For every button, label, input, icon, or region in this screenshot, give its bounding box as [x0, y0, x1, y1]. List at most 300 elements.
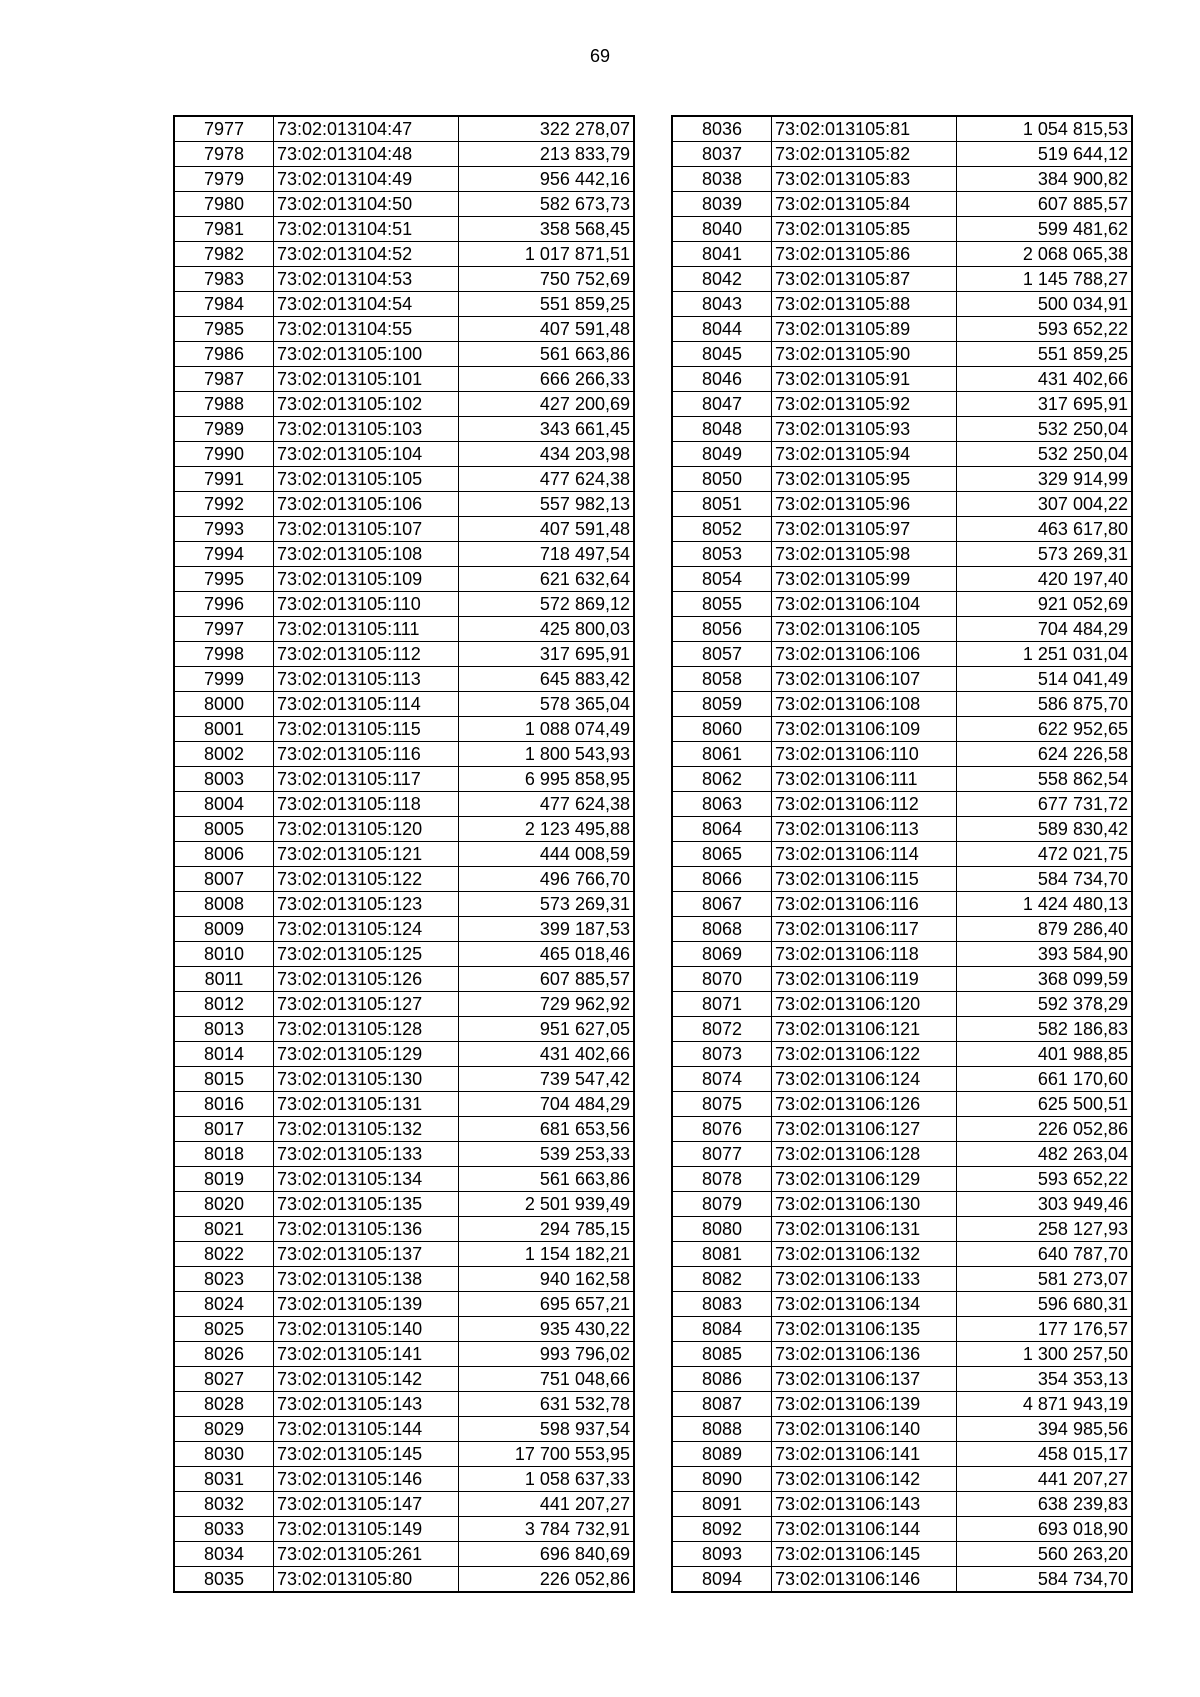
row-number: 8053 [672, 542, 772, 567]
row-number: 8025 [174, 1317, 274, 1342]
row-number: 7992 [174, 492, 274, 517]
cadastral-value: 539 253,33 [459, 1142, 635, 1167]
cadastral-number: 73:02:013105:133 [274, 1142, 459, 1167]
cadastral-number: 73:02:013105:118 [274, 792, 459, 817]
cadastral-number: 73:02:013106:126 [772, 1092, 957, 1117]
cadastral-value: 1 800 543,93 [459, 742, 635, 767]
table-row [174, 1192, 634, 1217]
table-row [174, 517, 634, 542]
table-row [174, 1417, 634, 1442]
cadastral-number: 73:02:013105:92 [772, 392, 957, 417]
cadastral-number: 73:02:013105:113 [274, 667, 459, 692]
table-row [672, 767, 1132, 792]
row-number: 8059 [672, 692, 772, 717]
row-number: 8004 [174, 792, 274, 817]
table-row [174, 392, 634, 417]
table-row [174, 1492, 634, 1517]
table-row [672, 1517, 1132, 1542]
row-number: 8044 [672, 317, 772, 342]
table-row [174, 192, 634, 217]
cadastral-number: 73:02:013105:140 [274, 1317, 459, 1342]
cadastral-value: 681 653,56 [459, 1117, 635, 1142]
cadastral-value: 593 652,22 [957, 1167, 1133, 1192]
cadastral-value: 593 652,22 [957, 317, 1133, 342]
table-row [174, 1517, 634, 1542]
cadastral-value: 751 048,66 [459, 1367, 635, 1392]
table-row [672, 542, 1132, 567]
cadastral-value: 407 591,48 [459, 317, 635, 342]
cadastral-value: 739 547,42 [459, 1067, 635, 1092]
row-number: 7978 [174, 142, 274, 167]
cadastral-value: 607 885,57 [957, 192, 1133, 217]
cadastral-number: 73:02:013105:147 [274, 1492, 459, 1517]
cadastral-value: 661 170,60 [957, 1067, 1133, 1092]
cadastral-number: 73:02:013105:105 [274, 467, 459, 492]
row-number: 8079 [672, 1192, 772, 1217]
table-row [672, 1142, 1132, 1167]
cadastral-value: 496 766,70 [459, 867, 635, 892]
cadastral-number: 73:02:013106:145 [772, 1542, 957, 1567]
table-row [672, 967, 1132, 992]
row-number: 7996 [174, 592, 274, 617]
row-number: 8071 [672, 992, 772, 1017]
cadastral-value: 622 952,65 [957, 717, 1133, 742]
cadastral-number: 73:02:013105:93 [772, 417, 957, 442]
row-number: 8060 [672, 717, 772, 742]
row-number: 8084 [672, 1317, 772, 1342]
cadastral-number: 73:02:013106:132 [772, 1242, 957, 1267]
cadastral-number: 73:02:013106:107 [772, 667, 957, 692]
row-number: 7981 [174, 217, 274, 242]
table-row [672, 1267, 1132, 1292]
table-row [672, 742, 1132, 767]
cadastral-number: 73:02:013105:138 [274, 1267, 459, 1292]
row-number: 8076 [672, 1117, 772, 1142]
cadastral-value: 584 734,70 [957, 867, 1133, 892]
cadastral-number: 73:02:013105:120 [274, 817, 459, 842]
table-row [672, 1492, 1132, 1517]
cadastral-value: 343 661,45 [459, 417, 635, 442]
cadastral-value: 477 624,38 [459, 467, 635, 492]
cadastral-value: 572 869,12 [459, 592, 635, 617]
table-row [672, 1242, 1132, 1267]
row-number: 8081 [672, 1242, 772, 1267]
cadastral-value: 431 402,66 [957, 367, 1133, 392]
cadastral-value: 586 875,70 [957, 692, 1133, 717]
table-row [174, 217, 634, 242]
cadastral-number: 73:02:013105:123 [274, 892, 459, 917]
row-number: 8002 [174, 742, 274, 767]
cadastral-value: 368 099,59 [957, 967, 1133, 992]
cadastral-number: 73:02:013105:88 [772, 292, 957, 317]
table-row [174, 717, 634, 742]
cadastral-value: 2 501 939,49 [459, 1192, 635, 1217]
cadastral-value: 6 995 858,95 [459, 767, 635, 792]
table-row [672, 192, 1132, 217]
row-number: 8001 [174, 717, 274, 742]
registry-table-left [173, 115, 635, 1593]
row-number: 8043 [672, 292, 772, 317]
cadastral-number: 73:02:013105:130 [274, 1067, 459, 1092]
row-number: 8030 [174, 1442, 274, 1467]
cadastral-number: 73:02:013105:127 [274, 992, 459, 1017]
cadastral-number: 73:02:013106:112 [772, 792, 957, 817]
cadastral-value: 561 663,86 [459, 342, 635, 367]
cadastral-number: 73:02:013106:104 [772, 592, 957, 617]
table-row [672, 842, 1132, 867]
row-number: 8047 [672, 392, 772, 417]
cadastral-value: 956 442,16 [459, 167, 635, 192]
row-number: 8008 [174, 892, 274, 917]
cadastral-value: 420 197,40 [957, 567, 1133, 592]
row-number: 8073 [672, 1042, 772, 1067]
cadastral-number: 73:02:013105:116 [274, 742, 459, 767]
cadastral-number: 73:02:013105:149 [274, 1517, 459, 1542]
row-number: 7995 [174, 567, 274, 592]
row-number: 8091 [672, 1492, 772, 1517]
cadastral-number: 73:02:013105:81 [772, 116, 957, 142]
cadastral-value: 441 207,27 [459, 1492, 635, 1517]
cadastral-number: 73:02:013105:137 [274, 1242, 459, 1267]
table-row [672, 1467, 1132, 1492]
row-number: 8038 [672, 167, 772, 192]
row-number: 8061 [672, 742, 772, 767]
row-number: 7997 [174, 617, 274, 642]
cadastral-number: 73:02:013105:124 [274, 917, 459, 942]
row-number: 8036 [672, 116, 772, 142]
row-number: 8075 [672, 1092, 772, 1117]
cadastral-number: 73:02:013106:141 [772, 1442, 957, 1467]
table-row [672, 142, 1132, 167]
table-row [672, 1067, 1132, 1092]
cadastral-value: 500 034,91 [957, 292, 1133, 317]
row-number: 8016 [174, 1092, 274, 1117]
cadastral-value: 645 883,42 [459, 667, 635, 692]
cadastral-number: 73:02:013106:124 [772, 1067, 957, 1092]
table-row [672, 1317, 1132, 1342]
table-row [174, 142, 634, 167]
cadastral-number: 73:02:013104:55 [274, 317, 459, 342]
cadastral-number: 73:02:013105:97 [772, 517, 957, 542]
table-row [672, 342, 1132, 367]
cadastral-value: 258 127,93 [957, 1217, 1133, 1242]
table-row [174, 116, 634, 142]
table-row [672, 1292, 1132, 1317]
row-number: 8056 [672, 617, 772, 642]
table-row [174, 242, 634, 267]
cadastral-value: 226 052,86 [957, 1117, 1133, 1142]
cadastral-number: 73:02:013106:140 [772, 1417, 957, 1442]
cadastral-number: 73:02:013105:136 [274, 1217, 459, 1242]
row-number: 8077 [672, 1142, 772, 1167]
row-number: 8005 [174, 817, 274, 842]
cadastral-value: 458 015,17 [957, 1442, 1133, 1467]
table-row [174, 617, 634, 642]
cadastral-value: 696 840,69 [459, 1542, 635, 1567]
row-number: 7989 [174, 417, 274, 442]
cadastral-number: 73:02:013105:128 [274, 1017, 459, 1042]
cadastral-value: 640 787,70 [957, 1242, 1133, 1267]
cadastral-number: 73:02:013105:111 [274, 617, 459, 642]
cadastral-number: 73:02:013105:95 [772, 467, 957, 492]
cadastral-number: 73:02:013105:85 [772, 217, 957, 242]
row-number: 8090 [672, 1467, 772, 1492]
row-number: 8066 [672, 867, 772, 892]
table-row [174, 1292, 634, 1317]
row-number: 8058 [672, 667, 772, 692]
row-number: 8012 [174, 992, 274, 1017]
table-row [174, 467, 634, 492]
cadastral-number: 73:02:013105:132 [274, 1117, 459, 1142]
table-row [672, 1042, 1132, 1067]
table-row [174, 667, 634, 692]
cadastral-value: 573 269,31 [459, 892, 635, 917]
table-row [672, 1342, 1132, 1367]
cadastral-value: 573 269,31 [957, 542, 1133, 567]
table-row [174, 1317, 634, 1342]
cadastral-number: 73:02:013105:84 [772, 192, 957, 217]
row-number: 8041 [672, 242, 772, 267]
table-row [174, 1217, 634, 1242]
cadastral-value: 427 200,69 [459, 392, 635, 417]
cadastral-number: 73:02:013105:121 [274, 842, 459, 867]
table-row [174, 1392, 634, 1417]
row-number: 8065 [672, 842, 772, 867]
row-number: 8092 [672, 1517, 772, 1542]
cadastral-value: 631 532,78 [459, 1392, 635, 1417]
table-row [672, 492, 1132, 517]
cadastral-value: 532 250,04 [957, 442, 1133, 467]
table-row [174, 867, 634, 892]
row-number: 8070 [672, 967, 772, 992]
table-row [672, 1192, 1132, 1217]
row-number: 8035 [174, 1567, 274, 1593]
cadastral-value: 598 937,54 [459, 1417, 635, 1442]
cadastral-value: 750 752,69 [459, 267, 635, 292]
cadastral-number: 73:02:013105:261 [274, 1542, 459, 1567]
table-row [672, 892, 1132, 917]
cadastral-number: 73:02:013104:47 [274, 116, 459, 142]
row-number: 7985 [174, 317, 274, 342]
cadastral-number: 73:02:013106:117 [772, 917, 957, 942]
row-number: 8010 [174, 942, 274, 967]
cadastral-number: 73:02:013105:142 [274, 1367, 459, 1392]
row-number: 8080 [672, 1217, 772, 1242]
table-row [672, 1217, 1132, 1242]
row-number: 7987 [174, 367, 274, 392]
row-number: 7986 [174, 342, 274, 367]
row-number: 8039 [672, 192, 772, 217]
row-number: 8011 [174, 967, 274, 992]
cadastral-number: 73:02:013106:134 [772, 1292, 957, 1317]
cadastral-number: 73:02:013105:90 [772, 342, 957, 367]
table-row [672, 942, 1132, 967]
cadastral-number: 73:02:013106:128 [772, 1142, 957, 1167]
cadastral-number: 73:02:013105:117 [274, 767, 459, 792]
table-row [672, 817, 1132, 842]
table-row [174, 992, 634, 1017]
cadastral-value: 482 263,04 [957, 1142, 1133, 1167]
cadastral-number: 73:02:013105:144 [274, 1417, 459, 1442]
cadastral-number: 73:02:013106:142 [772, 1467, 957, 1492]
table-row [174, 317, 634, 342]
cadastral-number: 73:02:013105:100 [274, 342, 459, 367]
table-row [672, 1017, 1132, 1042]
cadastral-value: 307 004,22 [957, 492, 1133, 517]
cadastral-value: 317 695,91 [459, 642, 635, 667]
cadastral-value: 561 663,86 [459, 1167, 635, 1192]
cadastral-number: 73:02:013106:114 [772, 842, 957, 867]
table-row [174, 1067, 634, 1092]
table-row [672, 567, 1132, 592]
table-row [174, 1542, 634, 1567]
row-number: 8033 [174, 1517, 274, 1542]
row-number: 8086 [672, 1367, 772, 1392]
table-row [174, 367, 634, 392]
table-row [672, 992, 1132, 1017]
cadastral-number: 73:02:013106:122 [772, 1042, 957, 1067]
table-row [174, 1567, 634, 1593]
row-number: 8051 [672, 492, 772, 517]
row-number: 7988 [174, 392, 274, 417]
table-row [174, 892, 634, 917]
table-row [672, 1442, 1132, 1467]
cadastral-number: 73:02:013104:51 [274, 217, 459, 242]
cadastral-number: 73:02:013106:115 [772, 867, 957, 892]
table-row [672, 1567, 1132, 1593]
cadastral-value: 394 985,56 [957, 1417, 1133, 1442]
cadastral-number: 73:02:013106:144 [772, 1517, 957, 1542]
table-row [672, 392, 1132, 417]
table-row [672, 242, 1132, 267]
row-number: 8068 [672, 917, 772, 942]
cadastral-value: 940 162,58 [459, 1267, 635, 1292]
cadastral-value: 303 949,46 [957, 1192, 1133, 1217]
row-number: 8034 [174, 1542, 274, 1567]
row-number: 8074 [672, 1067, 772, 1092]
cadastral-value: 329 914,99 [957, 467, 1133, 492]
table-row [672, 1117, 1132, 1142]
row-number: 8023 [174, 1267, 274, 1292]
table-row [174, 1117, 634, 1142]
table-row [672, 367, 1132, 392]
cadastral-number: 73:02:013105:104 [274, 442, 459, 467]
table-row [672, 267, 1132, 292]
table-row [672, 1167, 1132, 1192]
row-number: 8054 [672, 567, 772, 592]
table-row [672, 592, 1132, 617]
cadastral-value: 1 088 074,49 [459, 717, 635, 742]
row-number: 8094 [672, 1567, 772, 1593]
cadastral-value: 596 680,31 [957, 1292, 1133, 1317]
cadastral-value: 2 068 065,38 [957, 242, 1133, 267]
cadastral-number: 73:02:013106:121 [772, 1017, 957, 1042]
table-row [174, 1092, 634, 1117]
row-number: 8089 [672, 1442, 772, 1467]
cadastral-number: 73:02:013104:52 [274, 242, 459, 267]
row-number: 7979 [174, 167, 274, 192]
cadastral-value: 551 859,25 [459, 292, 635, 317]
cadastral-value: 951 627,05 [459, 1017, 635, 1042]
cadastral-value: 582 186,83 [957, 1017, 1133, 1042]
cadastral-value: 560 263,20 [957, 1542, 1133, 1567]
cadastral-number: 73:02:013104:53 [274, 267, 459, 292]
row-number: 8088 [672, 1417, 772, 1442]
table-row [672, 442, 1132, 467]
table-row [174, 767, 634, 792]
cadastral-number: 73:02:013104:49 [274, 167, 459, 192]
cadastral-number: 73:02:013104:50 [274, 192, 459, 217]
cadastral-number: 73:02:013106:137 [772, 1367, 957, 1392]
table-row [672, 1367, 1132, 1392]
cadastral-value: 879 286,40 [957, 917, 1133, 942]
table-row [174, 842, 634, 867]
table-row [672, 217, 1132, 242]
table-row [672, 1392, 1132, 1417]
cadastral-value: 226 052,86 [459, 1567, 635, 1593]
cadastral-number: 73:02:013105:135 [274, 1192, 459, 1217]
row-number: 8029 [174, 1417, 274, 1442]
row-number: 7999 [174, 667, 274, 692]
cadastral-number: 73:02:013105:87 [772, 267, 957, 292]
row-number: 8055 [672, 592, 772, 617]
table-row [174, 792, 634, 817]
row-number: 7990 [174, 442, 274, 467]
table-row [672, 642, 1132, 667]
cadastral-number: 73:02:013105:109 [274, 567, 459, 592]
cadastral-value: 477 624,38 [459, 792, 635, 817]
cadastral-value: 1 251 031,04 [957, 642, 1133, 667]
cadastral-value: 1 017 871,51 [459, 242, 635, 267]
table-row [174, 692, 634, 717]
cadastral-number: 73:02:013105:114 [274, 692, 459, 717]
cadastral-value: 666 266,33 [459, 367, 635, 392]
cadastral-number: 73:02:013105:83 [772, 167, 957, 192]
cadastral-number: 73:02:013105:98 [772, 542, 957, 567]
cadastral-value: 425 800,03 [459, 617, 635, 642]
cadastral-value: 463 617,80 [957, 517, 1133, 542]
cadastral-number: 73:02:013105:106 [274, 492, 459, 517]
cadastral-number: 73:02:013105:126 [274, 967, 459, 992]
table-row [672, 116, 1132, 142]
row-number: 8007 [174, 867, 274, 892]
cadastral-number: 73:02:013105:96 [772, 492, 957, 517]
cadastral-value: 558 862,54 [957, 767, 1133, 792]
row-number: 8093 [672, 1542, 772, 1567]
table-row [672, 517, 1132, 542]
row-number: 8013 [174, 1017, 274, 1042]
table-row [174, 1267, 634, 1292]
row-number: 8026 [174, 1342, 274, 1367]
row-number: 8042 [672, 267, 772, 292]
cadastral-number: 73:02:013105:134 [274, 1167, 459, 1192]
row-number: 8032 [174, 1492, 274, 1517]
table-row [672, 417, 1132, 442]
cadastral-value: 624 226,58 [957, 742, 1133, 767]
row-number: 8019 [174, 1167, 274, 1192]
row-number: 8037 [672, 142, 772, 167]
row-number: 8024 [174, 1292, 274, 1317]
table-row [174, 442, 634, 467]
table-row [174, 267, 634, 292]
cadastral-value: 695 657,21 [459, 1292, 635, 1317]
row-number: 7993 [174, 517, 274, 542]
table-row [174, 342, 634, 367]
row-number: 8006 [174, 842, 274, 867]
cadastral-value: 1 300 257,50 [957, 1342, 1133, 1367]
cadastral-value: 581 273,07 [957, 1267, 1133, 1292]
cadastral-value: 599 481,62 [957, 217, 1133, 242]
